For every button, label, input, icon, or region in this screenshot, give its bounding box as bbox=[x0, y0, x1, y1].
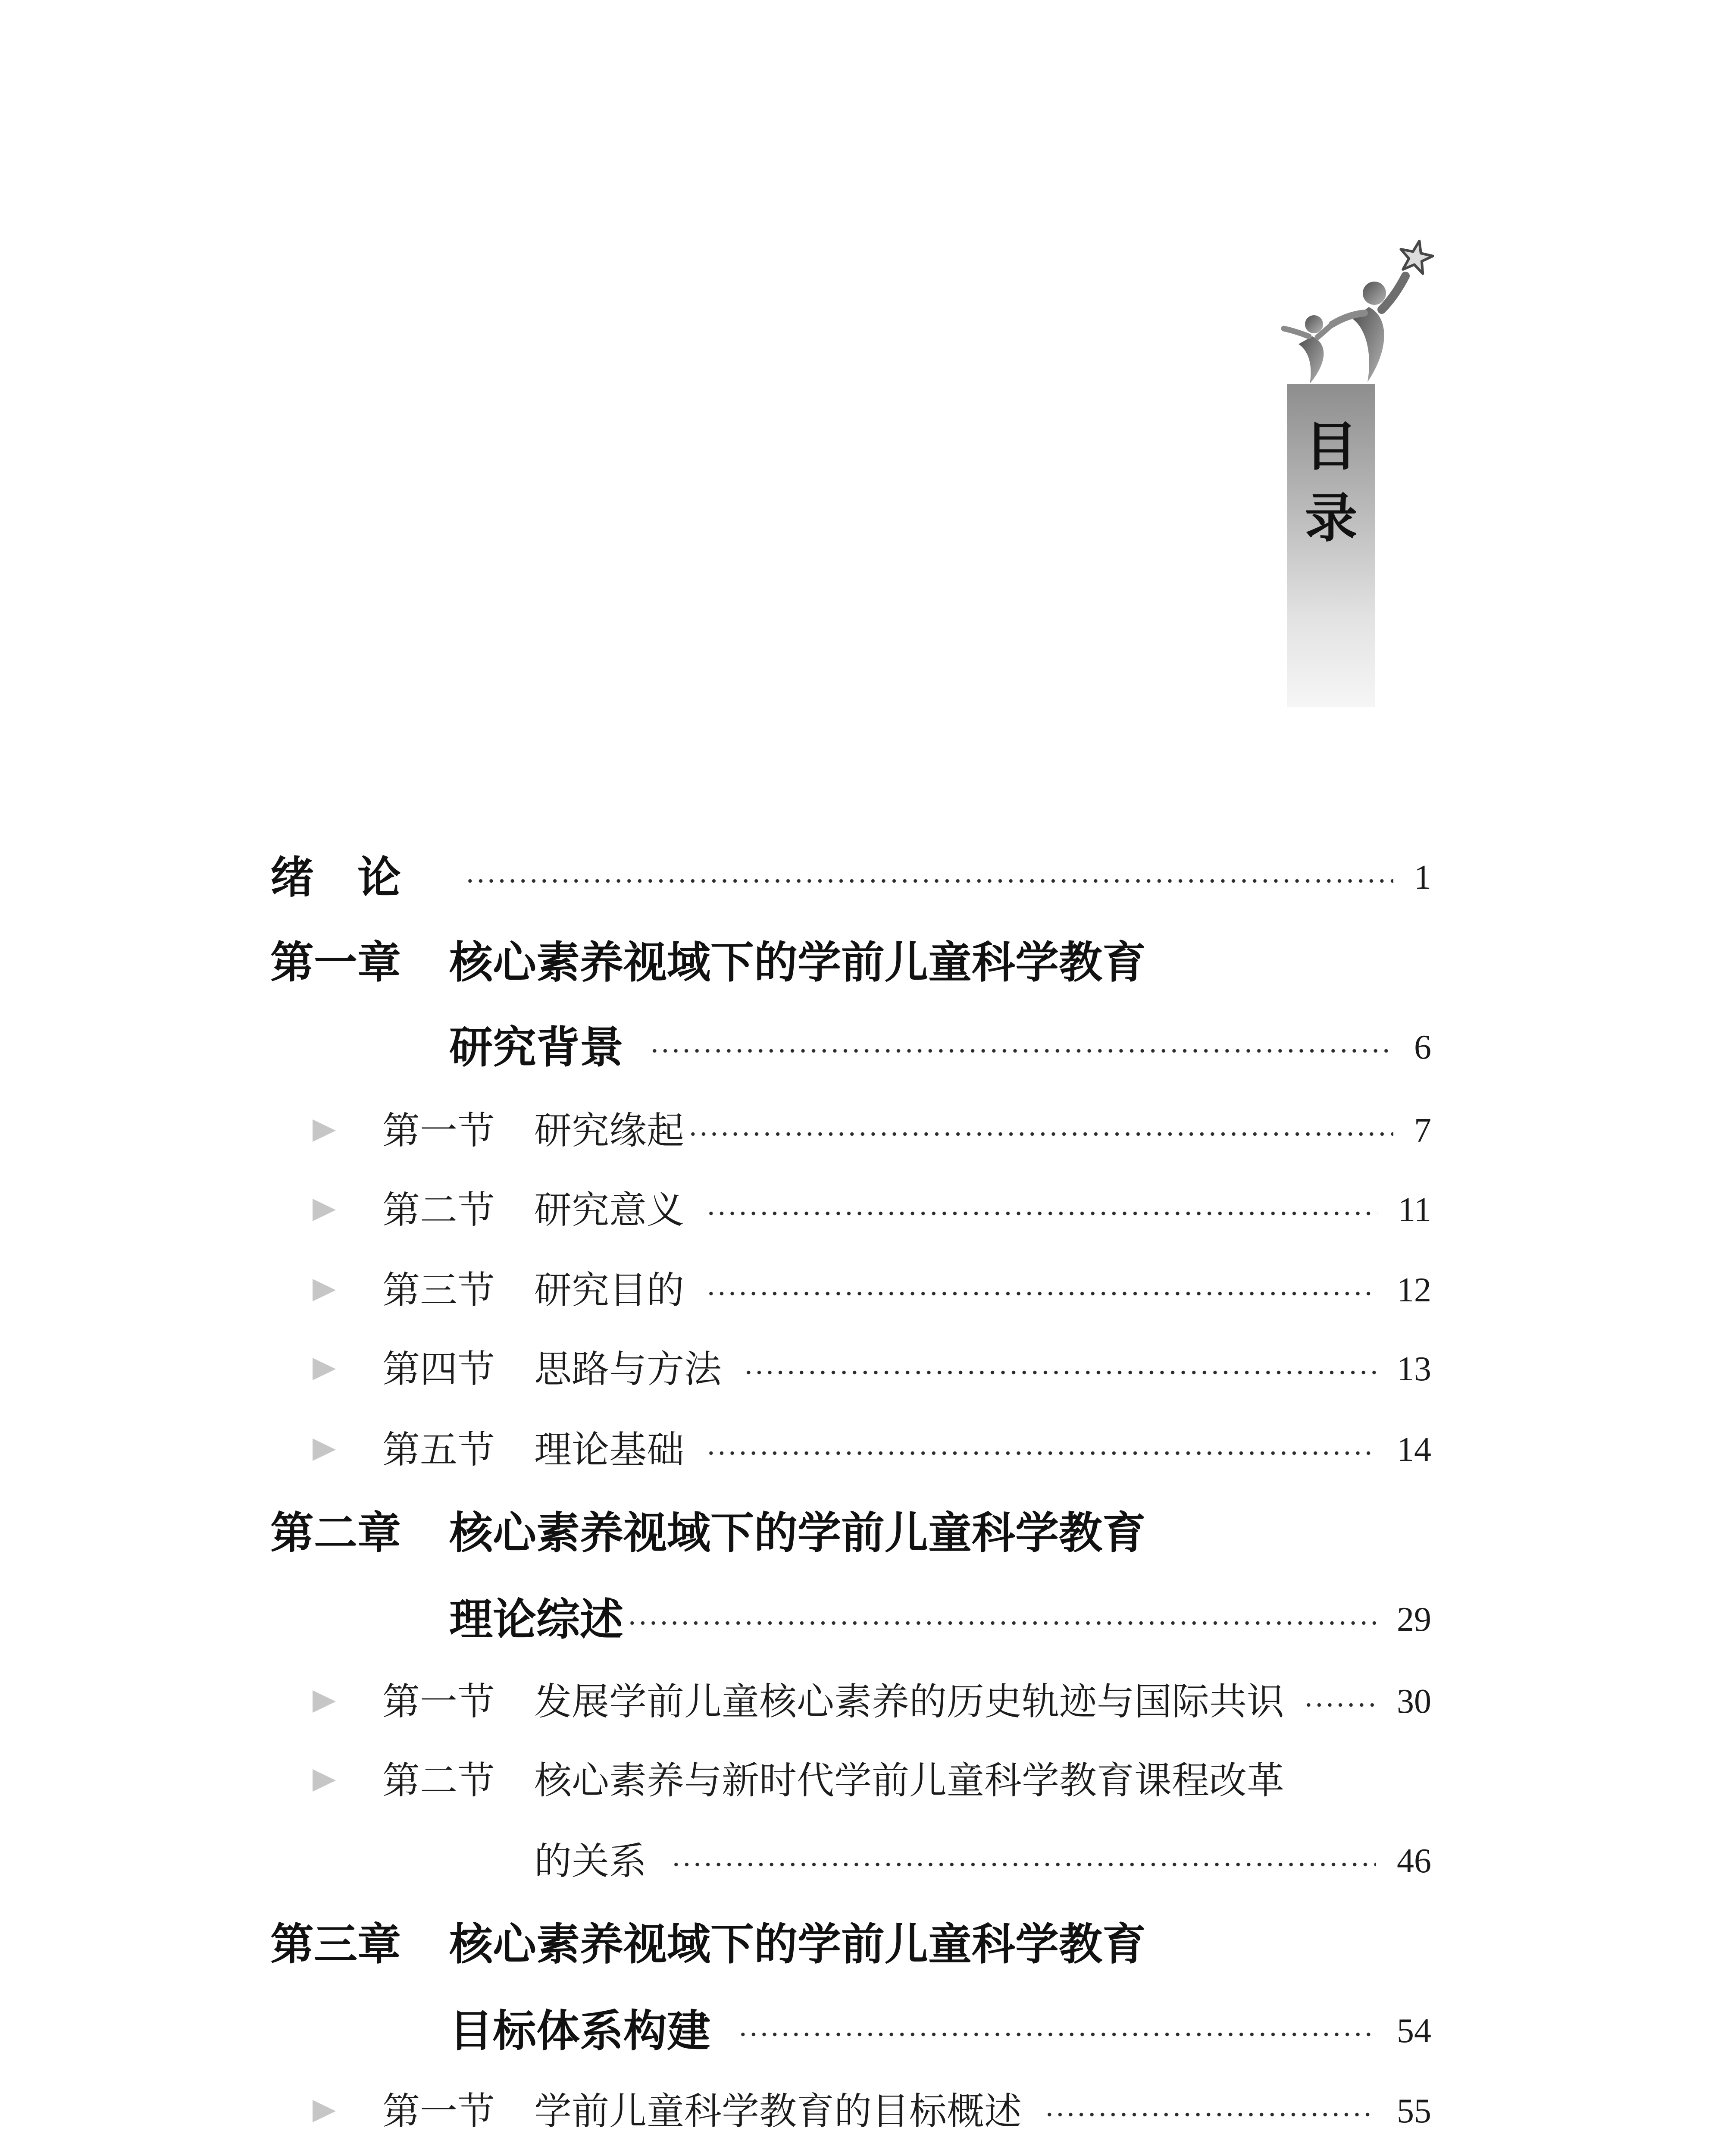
dot-leader bbox=[671, 1833, 1376, 1889]
chapter-title: 核心素养视域下的学前儿童科学教育 bbox=[449, 1918, 1146, 1970]
chapter-title: 理论综述 bbox=[449, 1594, 624, 1645]
section-label: 第五节 bbox=[382, 1428, 495, 1472]
chapter-title: 目标体系构建 bbox=[449, 2005, 711, 2056]
toc-section-1-4 bbox=[270, 1341, 1431, 1397]
toc-chapter-3-line-1 bbox=[270, 1916, 1431, 1972]
section-label: 第三节 bbox=[382, 1268, 495, 1312]
section-title: 研究目的 bbox=[534, 1268, 684, 1312]
page-number: 6 bbox=[1414, 1028, 1431, 1066]
page-number: 1 bbox=[1414, 859, 1431, 896]
triangle-right-icon bbox=[313, 1769, 336, 1792]
section-label: 第一节 bbox=[382, 1109, 495, 1153]
dot-leader bbox=[649, 1019, 1393, 1075]
page-number: 46 bbox=[1397, 1842, 1431, 1880]
dot-leader bbox=[627, 1592, 1376, 1648]
adult-figure-icon bbox=[1332, 276, 1405, 382]
toc-section-1-3 bbox=[270, 1262, 1431, 1318]
section-label: 第四节 bbox=[382, 1347, 495, 1391]
entry-title: 绪 论 bbox=[270, 852, 401, 903]
page-number: 12 bbox=[1397, 1271, 1431, 1309]
triangle-right-icon bbox=[313, 1199, 336, 1221]
page-number: 30 bbox=[1397, 1683, 1431, 1720]
dot-leader bbox=[706, 1182, 1377, 1238]
dot-leader bbox=[706, 1262, 1376, 1318]
toc-chapter-2-line-2 bbox=[270, 1592, 1431, 1648]
chapter-title: 核心素养视域下的学前儿童科学教育 bbox=[449, 937, 1146, 988]
section-label: 第一节 bbox=[382, 1680, 495, 1724]
triangle-right-icon bbox=[313, 1279, 336, 1301]
dot-leader bbox=[738, 2003, 1376, 2059]
toc-title-char-1: 目 bbox=[1305, 416, 1358, 477]
chapter-title: 核心素养视域下的学前儿童科学教育 bbox=[449, 1507, 1146, 1558]
toc-section-2-2-line-2 bbox=[270, 1833, 1431, 1889]
toc-section-2-1 bbox=[270, 1673, 1431, 1730]
dot-leader bbox=[1303, 1673, 1376, 1730]
section-title: 核心素养与新时代学前儿童科学教育课程改革 bbox=[534, 1758, 1284, 1802]
section-title: 发展学前儿童核心素养的历史轨迹与国际共识 bbox=[534, 1680, 1284, 1724]
dot-leader bbox=[1044, 2083, 1376, 2139]
toc-section-1-2 bbox=[270, 1182, 1431, 1238]
toc-section-1-5 bbox=[270, 1422, 1431, 1478]
page-number: 13 bbox=[1397, 1350, 1431, 1388]
chapter-title: 研究背景 bbox=[449, 1022, 624, 1073]
page-number: 29 bbox=[1397, 1601, 1431, 1639]
triangle-right-icon bbox=[313, 1119, 336, 1142]
dot-leader bbox=[706, 1422, 1376, 1478]
page-number: 11 bbox=[1398, 1191, 1431, 1229]
toc-title-box bbox=[1287, 384, 1375, 707]
chapter-label: 第一章 bbox=[270, 937, 401, 988]
section-label: 第二节 bbox=[382, 1188, 495, 1232]
running-figures-star-icon bbox=[1276, 233, 1440, 388]
triangle-right-icon bbox=[313, 1438, 336, 1461]
toc-chapter-2-line-1 bbox=[270, 1505, 1431, 1561]
page-number: 55 bbox=[1397, 2092, 1431, 2130]
page-number: 14 bbox=[1397, 1431, 1431, 1469]
toc-chapter-1-line-2 bbox=[270, 1019, 1431, 1075]
dot-leader bbox=[688, 1103, 1393, 1159]
toc-chapter-3-line-2 bbox=[270, 2003, 1431, 2059]
section-title: 的关系 bbox=[534, 1839, 647, 1883]
page-number: 54 bbox=[1397, 2012, 1431, 2050]
star-icon bbox=[1397, 238, 1435, 275]
triangle-right-icon bbox=[313, 1358, 336, 1380]
section-title: 研究意义 bbox=[534, 1188, 684, 1232]
toc-entry-intro bbox=[270, 849, 1431, 906]
toc-chapter-1-line-1 bbox=[270, 934, 1431, 990]
dot-leader bbox=[465, 849, 1393, 906]
toc-section-1-1 bbox=[270, 1103, 1431, 1159]
child-figure-icon bbox=[1284, 315, 1332, 384]
triangle-right-icon bbox=[313, 1690, 336, 1713]
triangle-right-icon bbox=[313, 2100, 336, 2122]
section-label: 第一节 bbox=[382, 2089, 495, 2133]
section-label: 第二节 bbox=[382, 1758, 495, 1802]
section-title: 研究缘起 bbox=[534, 1109, 684, 1153]
section-title: 学前儿童科学教育的目标概述 bbox=[534, 2089, 1022, 2133]
dot-leader bbox=[743, 1341, 1376, 1397]
section-title: 思路与方法 bbox=[534, 1347, 722, 1391]
page-number: 7 bbox=[1414, 1112, 1431, 1150]
chapter-label: 第二章 bbox=[270, 1507, 401, 1558]
toc-title-char-2: 录 bbox=[1305, 488, 1358, 549]
section-title: 理论基础 bbox=[534, 1428, 684, 1472]
toc-section-2-2-line-1 bbox=[270, 1752, 1431, 1808]
chapter-label: 第三章 bbox=[270, 1918, 401, 1970]
toc-section-3-1 bbox=[270, 2083, 1431, 2139]
